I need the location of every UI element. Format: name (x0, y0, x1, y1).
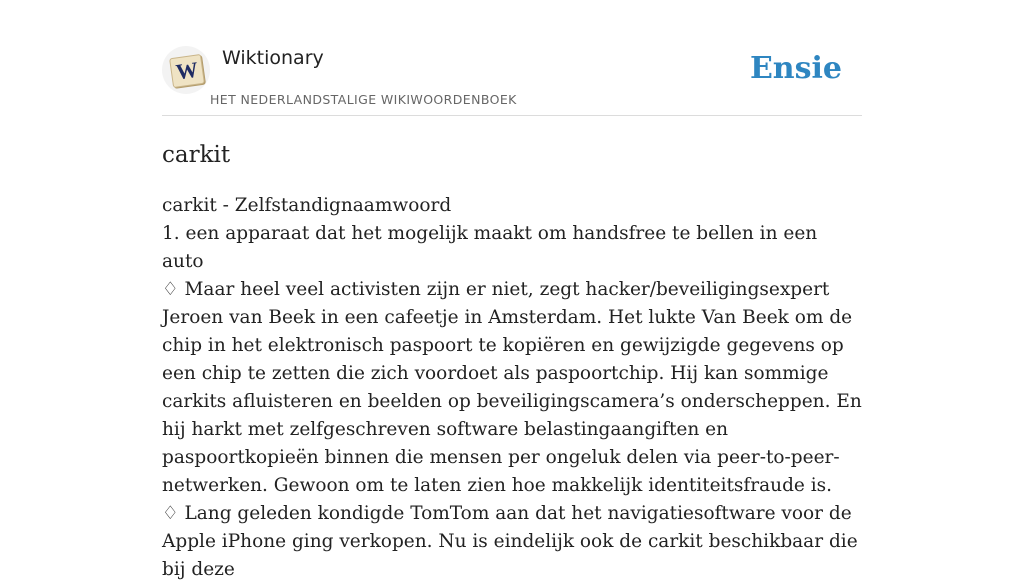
wiktionary-logo[interactable] (162, 46, 210, 94)
site-tagline: HET NEDERLANDSTALIGE WIKIWOORDENBOEK (210, 92, 517, 107)
page (162, 0, 862, 580)
ensie-brand-link[interactable]: Ensie (749, 51, 842, 86)
header-divider (162, 115, 862, 116)
example-sentence: ♢ Lang geleden kondigde TomTom aan dat het navigatiesoftware voor de Apple iPhone ging verkopen. Nu is eindelijk ook de carkit beschikbaar die bij deze (162, 503, 858, 580)
definition: 1. een apparaat dat het mogelijk maakt om handsfree te bellen in een auto (162, 223, 818, 272)
entry-body (162, 192, 862, 584)
logo-letter: W (174, 56, 200, 85)
page-title: carkit (162, 142, 231, 168)
logo-tile-icon (169, 54, 205, 88)
site-name[interactable]: Wiktionary (222, 47, 324, 69)
part-of-speech-line: carkit - Zelfstandignaamwoord (162, 195, 452, 216)
example-sentence: ♢ Maar heel veel activisten zijn er niet, zegt hacker/beveiligingsexpert Jeroen van Beek in een cafeetje in Amsterdam. Het lukte Van Beek om de chip in het elektronisch paspoort te kopiëren en gewijzigde gegevens op een chip te zetten die zich voordoet als paspoortchip. Hij kan sommige carkits afluisteren en beelden op beveiligingscamera’s onderscheppen. En hij harkt met zelfgeschreven software belastingaangiften en paspoortkopieën binnen die mensen per ongeluk delen via peer-to-peer-netwerken. Gewoon om te laten zien hoe makkelijk identiteitsfraude is. (162, 279, 862, 496)
